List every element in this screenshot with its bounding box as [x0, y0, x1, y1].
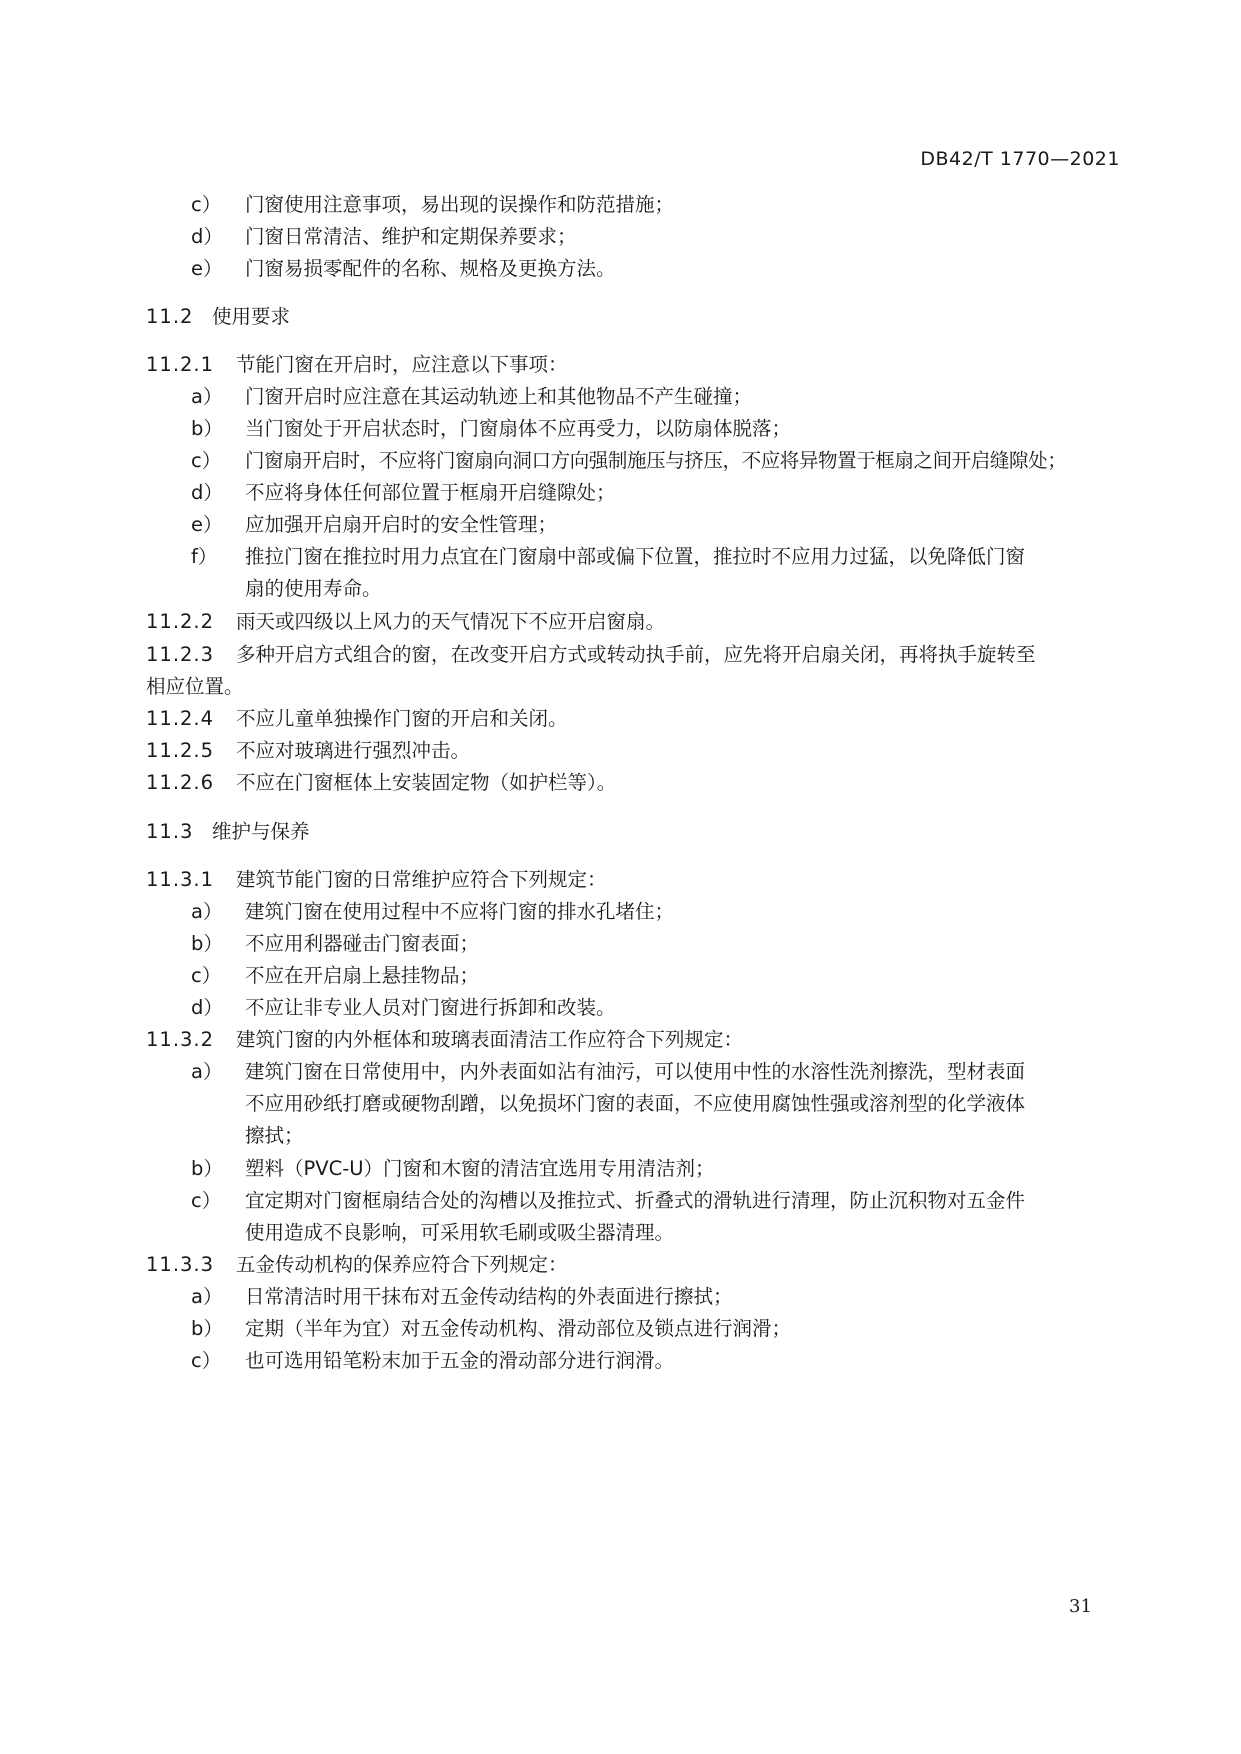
section-title: 维护与保养 — [212, 820, 310, 843]
section-number: 11.3 — [146, 820, 194, 843]
list-item: 当门窗处于开启状态时，门窗扇体不应再受力，以防扇体脱落； — [245, 417, 792, 440]
list-marker: c） — [191, 1349, 222, 1372]
list-marker: b） — [191, 417, 223, 440]
list-item: 门窗使用注意事项，易出现的误操作和防范措施； — [245, 193, 675, 216]
document-code: DB42/T 1770—2021 — [920, 148, 1120, 170]
list-marker: f） — [191, 545, 218, 568]
clause-number: 11.3.2 — [146, 1028, 215, 1051]
clause-number: 11.2.4 — [146, 707, 215, 730]
list-marker: e） — [191, 257, 223, 280]
list-item: 门窗易损零配件的名称、规格及更换方法。 — [245, 257, 616, 280]
list-item: 宜定期对门窗框扇结合处的沟槽以及推拉式、折叠式的滑轨进行清理，防止沉积物对五金件 — [245, 1189, 1026, 1212]
list-item-continuation: 擦拭； — [245, 1124, 304, 1147]
clause-text: 不应对玻璃进行强烈冲击。 — [236, 739, 471, 762]
list-item: 也可选用铅笔粉末加于五金的滑动部分进行润滑。 — [245, 1349, 675, 1372]
list-item: 不应用利器碰击门窗表面； — [245, 932, 480, 955]
clause-number: 11.3.3 — [146, 1253, 215, 1276]
clause-number: 11.2.3 — [146, 643, 215, 666]
list-marker: b） — [191, 1157, 223, 1180]
clause-text: 不应儿童单独操作门窗的开启和关闭。 — [236, 707, 568, 730]
list-item: 应加强开启扇开启时的安全性管理； — [245, 513, 558, 536]
clause-text: 多种开启方式组合的窗，在改变开启方式或转动执手前，应先将开启扇关闭，再将执手旋转至 — [236, 643, 1036, 666]
list-marker: d） — [191, 225, 223, 248]
clause-text: 雨天或四级以上风力的天气情况下不应开启窗扇。 — [236, 610, 666, 633]
list-marker: e） — [191, 513, 223, 536]
list-marker: a） — [191, 900, 223, 923]
clause-text: 五金传动机构的保养应符合下列规定： — [236, 1253, 568, 1276]
list-item-continuation: 不应用砂纸打磨或硬物刮蹭，以免损坏门窗的表面，不应使用腐蚀性强或溶剂型的化学液体 — [245, 1092, 1026, 1115]
list-marker: c） — [191, 449, 222, 472]
list-item: 塑料（PVC-U）门窗和木窗的清洁宜选用专用清洁剂； — [245, 1157, 715, 1180]
clause-number: 11.2.5 — [146, 739, 215, 762]
list-marker: a） — [191, 385, 223, 408]
list-item: 不应将身体任何部位置于框扇开启缝隙处； — [245, 481, 616, 504]
list-item-continuation: 扇的使用寿命。 — [245, 577, 382, 600]
list-item: 建筑门窗在日常使用中，内外表面如沾有油污，可以使用中性的水溶性洗剂擦洗，型材表面 — [245, 1060, 1026, 1083]
list-marker: a） — [191, 1060, 223, 1083]
section-title: 使用要求 — [212, 305, 291, 328]
list-marker: c） — [191, 193, 222, 216]
list-item: 推拉门窗在推拉时用力点宜在门窗扇中部或偏下位置，推拉时不应用力过猛，以免降低门窗 — [245, 545, 1026, 568]
list-item: 门窗开启时应注意在其运动轨迹上和其他物品不产生碰撞； — [245, 385, 753, 408]
list-item: 定期（半年为宜）对五金传动机构、滑动部位及锁点进行润滑； — [245, 1317, 792, 1340]
clause-text-continuation: 相应位置。 — [146, 675, 244, 698]
list-item: 不应让非专业人员对门窗进行拆卸和改装。 — [245, 996, 616, 1019]
list-item: 门窗日常清洁、维护和定期保养要求； — [245, 225, 577, 248]
list-marker: c） — [191, 964, 222, 987]
list-marker: c） — [191, 1189, 222, 1212]
clause-text: 建筑门窗的内外框体和玻璃表面清洁工作应符合下列规定： — [236, 1028, 744, 1051]
clause-number: 11.2.2 — [146, 610, 215, 633]
clause-text: 建筑节能门窗的日常维护应符合下列规定： — [236, 868, 607, 891]
list-item: 门窗扇开启时，不应将门窗扇向洞口方向强制施压与挤压，不应将异物置于框扇之间开启缝隙处； — [245, 449, 1067, 472]
list-item: 日常清洁时用干抹布对五金传动结构的外表面进行擦拭； — [245, 1285, 733, 1308]
clause-text: 不应在门窗框体上安装固定物（如护栏等）。 — [236, 771, 617, 794]
clause-number: 11.3.1 — [146, 868, 215, 891]
list-marker: d） — [191, 481, 223, 504]
list-marker: b） — [191, 1317, 223, 1340]
list-item-continuation: 使用造成不良影响，可采用软毛刷或吸尘器清理。 — [245, 1221, 675, 1244]
list-item: 不应在开启扇上悬挂物品； — [245, 964, 480, 987]
list-marker: a） — [191, 1285, 223, 1308]
section-number: 11.2 — [146, 305, 194, 328]
list-item: 建筑门窗在使用过程中不应将门窗的排水孔堵住； — [245, 900, 675, 923]
page-number: 31 — [1069, 1596, 1092, 1617]
list-marker: d） — [191, 996, 223, 1019]
clause-number: 11.2.6 — [146, 771, 215, 794]
list-marker: b） — [191, 932, 223, 955]
clause-text: 节能门窗在开启时，应注意以下事项： — [236, 353, 568, 376]
clause-number: 11.2.1 — [146, 353, 215, 376]
